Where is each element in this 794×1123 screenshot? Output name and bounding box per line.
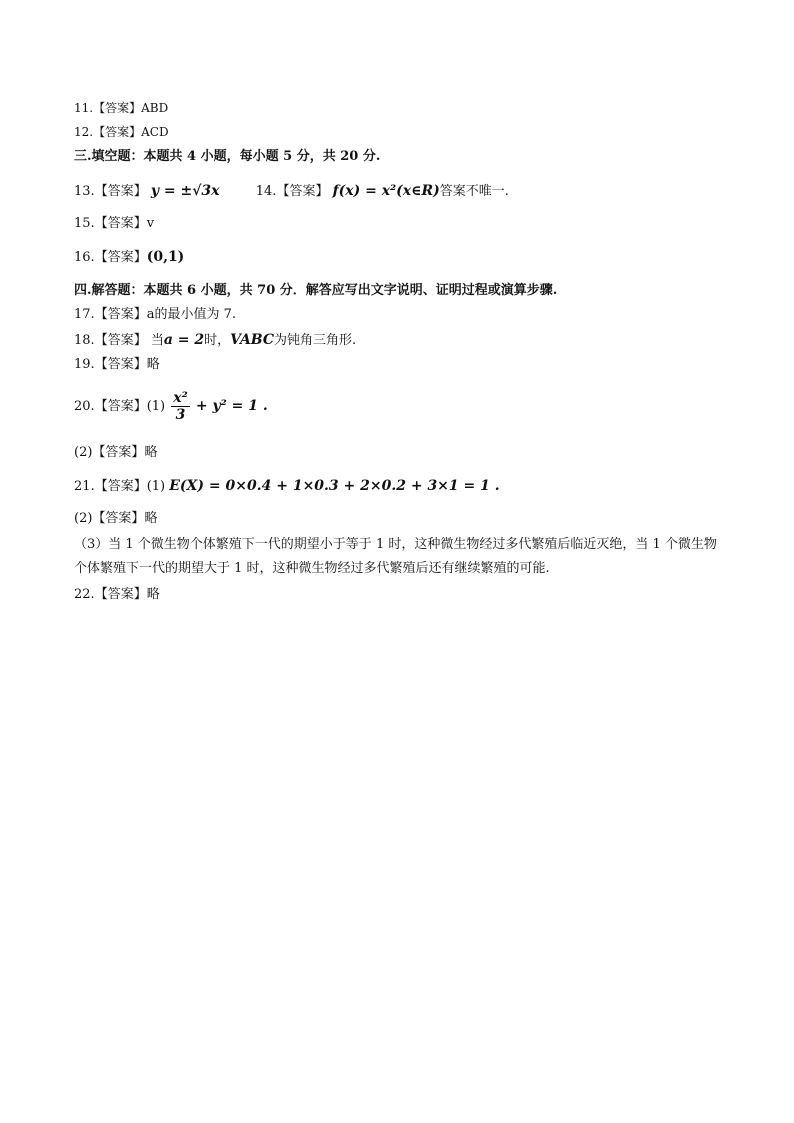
answer-18 xyxy=(74,331,356,350)
item-number: 12. xyxy=(74,125,94,139)
answer-math: y = ±√3x xyxy=(150,183,220,199)
answer-tag: 【答案】 xyxy=(94,333,147,348)
answer-21-part-2 xyxy=(74,510,157,528)
answer-22 xyxy=(74,586,160,604)
answer-16 xyxy=(74,248,184,267)
answer-tag: 【答案】 xyxy=(94,479,147,494)
answer-tag: 【答案】 xyxy=(94,307,147,322)
answer-tag: 【答案】 xyxy=(276,184,329,199)
answer-text: 略 xyxy=(146,587,160,602)
item-number: 21. xyxy=(74,479,95,494)
item-number: 20. xyxy=(74,399,95,414)
answer-text: v xyxy=(146,216,155,231)
answer-20-part-2 xyxy=(74,444,157,462)
answer-tag: 【答案】 xyxy=(94,216,147,231)
fraction xyxy=(171,390,189,423)
item-number: 18. xyxy=(74,333,95,348)
item-number: 16. xyxy=(74,250,95,265)
answer-15 xyxy=(74,215,154,233)
answer-11 xyxy=(74,99,168,117)
part-label: (1) xyxy=(146,399,166,414)
answer-tag: 【答案】 xyxy=(94,587,147,602)
answer-math: a = 2 xyxy=(163,332,205,348)
section-4-heading: 四.解答题：本题共 6 小题，共 70 分．解答应写出文字说明、证明过程或演算步骤. xyxy=(74,283,558,298)
part-label: (2) xyxy=(74,511,93,526)
answer-text: ABD xyxy=(141,101,169,115)
answer-text: ACD xyxy=(141,125,169,139)
answer-tag: 【答案】 xyxy=(93,125,142,139)
answer-math: VABC xyxy=(230,332,275,348)
item-number: 13. xyxy=(74,184,95,199)
answer-13-14 xyxy=(74,182,509,201)
answer-text: a的最小值为 7. xyxy=(146,307,236,322)
answer-tag: 【答案】 xyxy=(94,357,147,372)
answer-tag: 【答案】 xyxy=(92,511,145,526)
item-number: 15. xyxy=(74,216,95,231)
answer-20 xyxy=(74,390,268,423)
answer-19 xyxy=(74,356,160,374)
answer-17 xyxy=(74,306,236,324)
answer-tag: 【答案】 xyxy=(94,399,147,414)
item-number: 19. xyxy=(74,357,95,372)
answer-text: 略 xyxy=(146,357,160,372)
fraction-denominator: 3 xyxy=(175,407,186,423)
answer-tag: 【答案】 xyxy=(93,101,142,115)
part-label: (1) xyxy=(146,479,166,494)
answer-tag: 【答案】 xyxy=(94,184,147,199)
answer-math: E(X) = 0×0.4 + 1×0.3 + 2×0.2 + 3×1 = 1 . xyxy=(169,478,500,494)
item-number: 17. xyxy=(74,307,95,322)
section-3-heading: 三.填空题：本题共 4 小题，每小题 5 分，共 20 分. xyxy=(74,149,381,164)
answer-text: 略 xyxy=(144,511,158,526)
answer-text: 当 xyxy=(150,333,164,348)
answer-math: (0,1) xyxy=(146,249,185,265)
answer-text: 时， xyxy=(204,333,231,348)
item-number: 22. xyxy=(74,587,95,602)
fraction-numerator: x² xyxy=(173,390,188,406)
answer-tag: 【答案】 xyxy=(94,250,147,265)
item-number: 11. xyxy=(74,101,94,115)
answer-text: 为钝角三角形. xyxy=(274,333,357,348)
answer-math: + y² = 1 . xyxy=(195,398,268,414)
answer-math: f(x) = x²(x∈R) xyxy=(332,183,440,199)
item-number: 14. xyxy=(255,184,277,199)
answer-text: 答案不唯一. xyxy=(439,184,509,199)
answer-12 xyxy=(74,123,169,141)
answer-21-part-3: （3）当 1 个微生物个体繁殖下一代的期望小于等于 1 时，这种微生物经过多代繁殖后临近灭绝，当 1 个微生物个体繁殖下一代的期望大于 1 时，这种微生物经过多代繁殖后还有继续繁殖的可能. xyxy=(74,537,717,576)
answer-21 xyxy=(74,477,500,496)
answer-text: 略 xyxy=(144,445,158,460)
part-label: (2) xyxy=(74,445,93,460)
answer-tag: 【答案】 xyxy=(92,445,145,460)
